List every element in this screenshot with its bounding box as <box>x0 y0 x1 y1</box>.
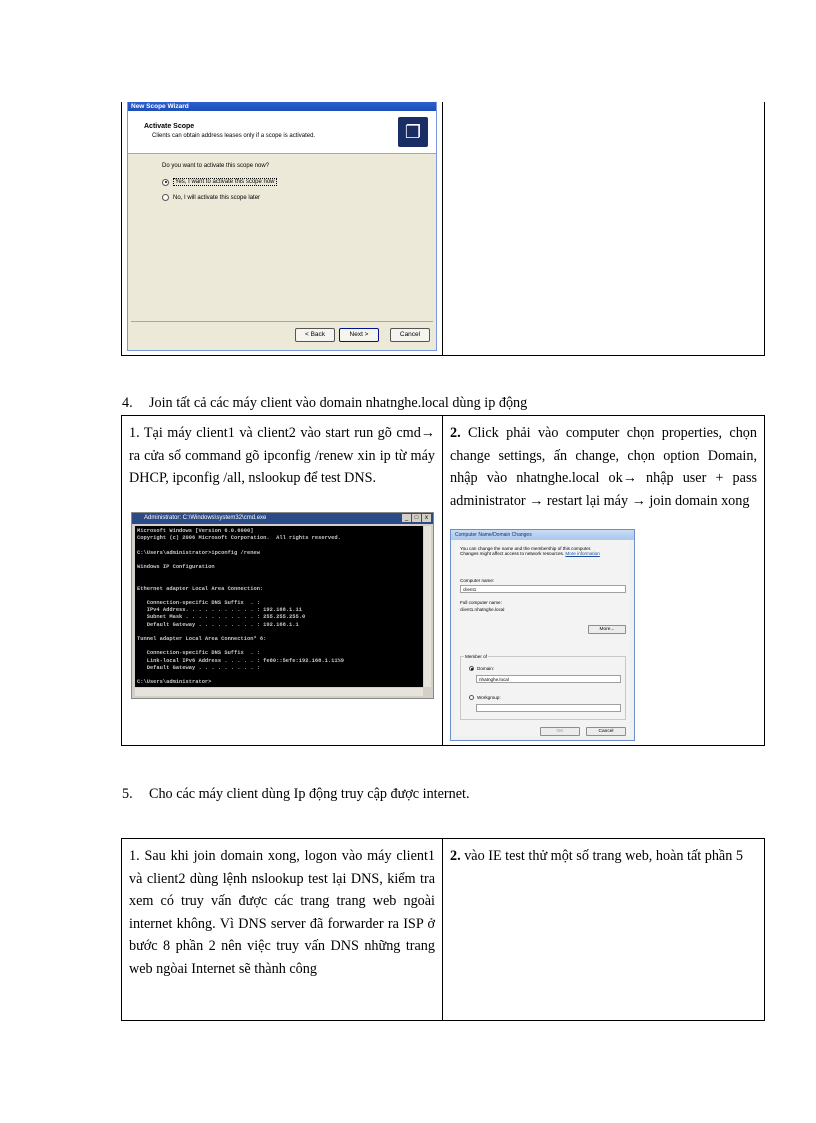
wizard-heading: Activate Scope <box>144 123 195 130</box>
cmd-title <box>132 513 433 524</box>
step-2-number: 2. <box>450 425 461 441</box>
option-no-label: No, I will activate this scope later <box>173 194 261 201</box>
step-1-text: 1. Sau khi join domain xong, logon vào máy client1 và client2 dùng lệnh nslookup test lại DNS, kiểm tra xem có truy vấn được các trang trang web ngoài internet không. Vì DNS server đã forwarder ra ISP ở bước 8 phần 2 nên việc truy vấn DNS những trang web ngòai Internet sẽ thành công <box>129 848 435 977</box>
option-activate-now[interactable] <box>162 178 277 186</box>
radio-selected-icon[interactable] <box>469 666 474 671</box>
wizard-header <box>128 111 436 154</box>
table-scope-wizard <box>121 102 765 356</box>
step-1-text: 1. Tại máy client1 và client2 vào start run gõ cmd→ ra cửa sổ command gõ ipconfig /renew xin ip từ máy DHCP, ipconfig /all, nslookup để test DNS. <box>129 425 435 486</box>
dialog-intro-text: You can change the name and the membership of this computer. Changes might affect access to network resources. <box>460 546 592 557</box>
cancel-button[interactable]: Cancel <box>390 328 430 342</box>
radio-unselected-icon[interactable] <box>162 194 169 201</box>
section-4-number: 4. <box>122 395 133 411</box>
cmd-output: Microsoft Windows [Version 6.0.6000] Copyright (c) 2006 Microsoft Corporation. All rights reserved. C:\Users\administrator>ipconfig /renew Windows IP Configuration Ethernet adapter Local Area Connection: Connection-specific DNS Suffix . : IPv4 Address. . . . . . . . . . . : 192.168.1.11 Subnet Mask . . . . . . . . . . . : 255.255.255.0 Default Gateway . . . . . . . . . : 192.168.1.1 Tunnel adapter Local Area Connection* 6: Connection-specific DNS Suffix . : Link-local IPv6 Address . . . . . : fe80::5efe:192.168.1.11%9 Default Gateway . . . . . . . . . : C:\Users\administrator> <box>135 526 423 687</box>
minimize-icon[interactable]: _ <box>402 514 411 522</box>
computer-name-input[interactable]: client1 <box>460 585 626 593</box>
cmd-window-screenshot <box>131 512 434 699</box>
more-information-link[interactable]: More information <box>565 551 600 557</box>
cell-step-1 <box>122 839 443 1020</box>
cell-step-2 <box>443 839 764 1020</box>
scope-wizard-screenshot <box>127 102 437 351</box>
step-2-paragraph <box>450 422 757 512</box>
section-5-title: Cho các máy client dùng Ip động truy cập được internet. <box>149 786 470 802</box>
dialog-body <box>455 540 630 736</box>
full-name-label: Full computer name: <box>460 600 502 605</box>
step-2-paragraph <box>450 845 757 868</box>
wizard-book-icon: ❐ <box>398 117 428 147</box>
section-5-heading <box>122 786 470 803</box>
step-2-text: vào IE test thử một số trang web, hoàn tất phần 5 <box>460 848 743 864</box>
table-internet-access <box>121 838 765 1021</box>
full-name-value: client1.nhatnghe.local <box>460 607 505 612</box>
option-yes-label: Yes, I want to activate this scope now <box>175 179 275 185</box>
option-activate-later[interactable] <box>162 194 260 201</box>
vertical-scrollbar[interactable] <box>424 526 431 687</box>
wizard-divider <box>131 321 433 322</box>
cell-step-2 <box>443 416 764 745</box>
computer-name-dialog-screenshot <box>450 529 635 741</box>
ok-button[interactable]: OK <box>540 727 580 736</box>
member-of-label: Member of <box>465 654 487 659</box>
cell-empty <box>443 102 764 355</box>
workgroup-input[interactable] <box>476 704 621 712</box>
dialog-cancel-button[interactable]: Cancel <box>586 727 626 736</box>
close-icon[interactable]: x <box>422 514 431 522</box>
computer-name-label: Computer name: <box>460 578 495 583</box>
dialog-intro <box>460 546 610 557</box>
member-of-group <box>460 656 626 720</box>
radio-unselected-icon[interactable] <box>469 695 474 700</box>
radio-selected-icon[interactable] <box>162 179 169 186</box>
domain-label: Domain: <box>477 666 495 671</box>
wizard-title: New Scope Wizard <box>128 102 436 111</box>
cell-step-1 <box>122 416 443 745</box>
horizontal-scrollbar[interactable] <box>135 688 423 696</box>
workgroup-option[interactable] <box>469 695 501 700</box>
cell-wizard-screenshot <box>122 102 443 355</box>
step-2-text: Click phải vào computer chọn properties, chọn change settings, ấn change, chọn option Domain, nhập vào nhatnghe.local ok→ nhập user + pass administrator → restart lại máy → join domain xong <box>450 425 757 509</box>
domain-option[interactable] <box>469 666 494 671</box>
next-button[interactable]: Next > <box>339 328 379 342</box>
wizard-question: Do you want to activate this scope now? <box>162 163 270 169</box>
more-button[interactable]: More... <box>588 625 626 634</box>
section-4-title: Join tất cả các máy client vào domain nhatnghe.local dùng ip động <box>149 395 528 411</box>
section-5-number: 5. <box>122 786 133 802</box>
domain-input[interactable]: nhatnghe.local <box>476 675 621 683</box>
window-controls <box>402 514 431 522</box>
section-4-heading <box>122 395 527 412</box>
back-button[interactable]: < Back <box>295 328 335 342</box>
workgroup-label: Workgroup: <box>477 695 501 700</box>
dialog-title: Computer Name/Domain Changes <box>451 530 634 540</box>
maximize-icon[interactable]: □ <box>412 514 421 522</box>
table-join-domain <box>121 415 765 746</box>
step-2-number: 2. <box>450 848 461 864</box>
cmd-title-text: Administrator: C:\Windows\system32\cmd.exe <box>144 515 267 521</box>
wizard-subheading: Clients can obtain address leases only if a scope is activated. <box>152 133 316 139</box>
